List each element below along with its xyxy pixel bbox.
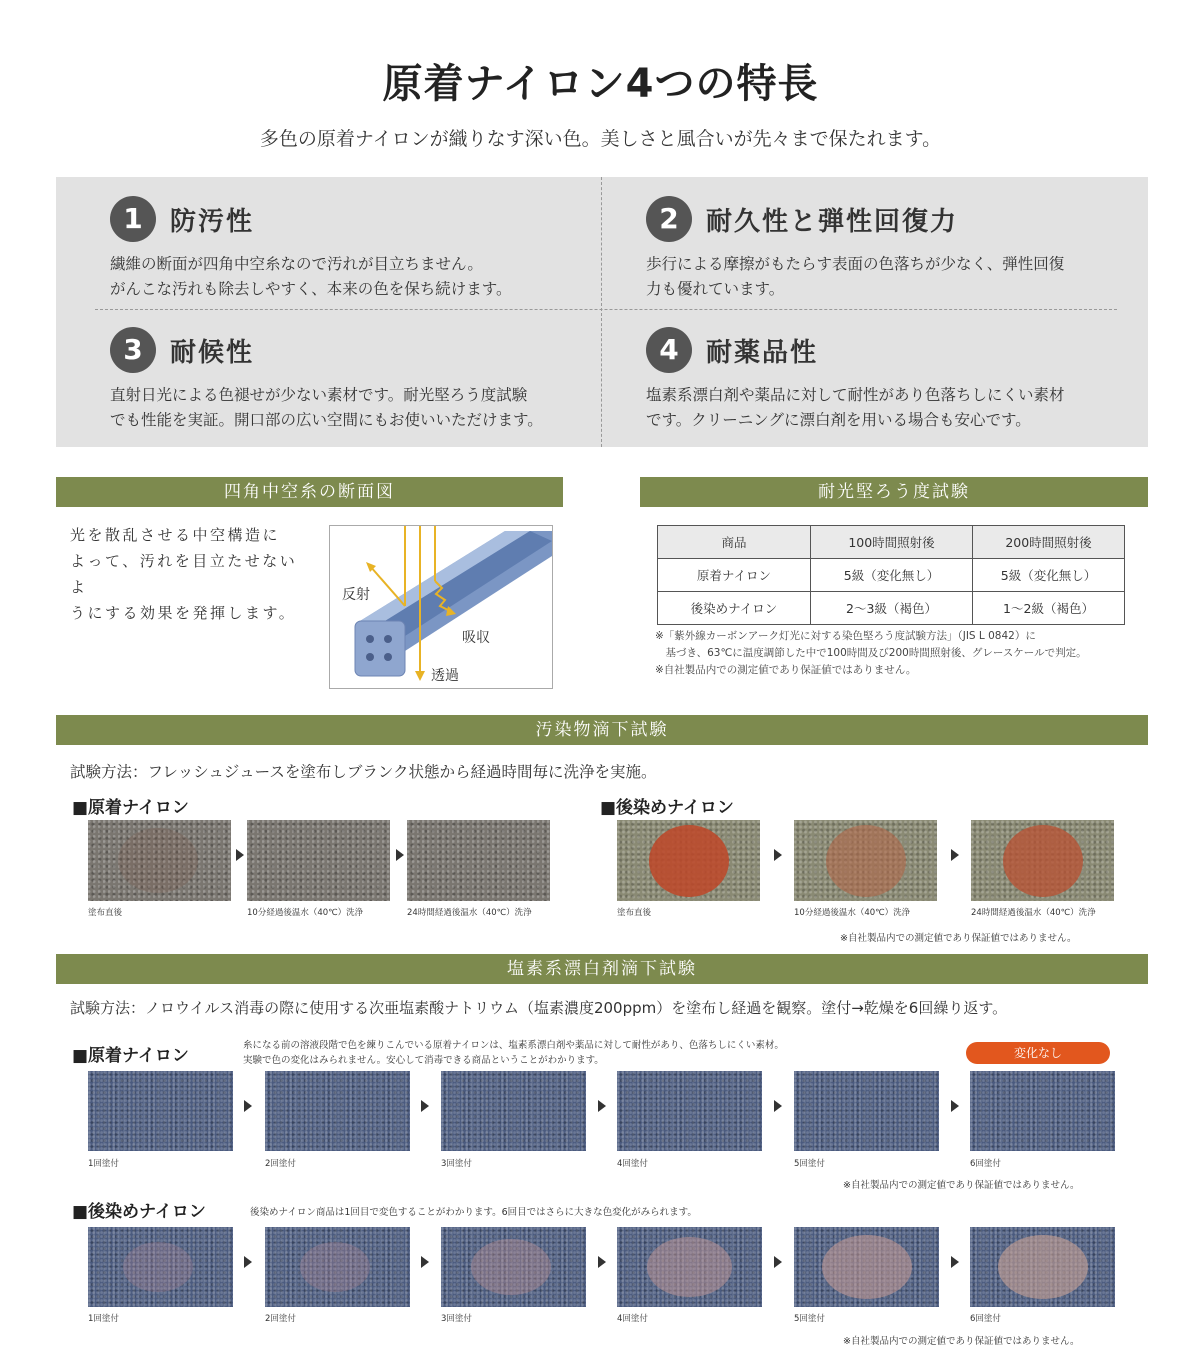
bleach-note-1: ※自社製品内での測定値であり保証値ではありません。 (843, 1180, 1080, 1191)
stain-left-title: ■原着ナイロン (72, 798, 189, 818)
bleach-post-title: ■後染めナイロン (72, 1202, 206, 1222)
feature-body-line: 繊維の断面が四角中空糸なので汚れが目立ちません。 (110, 255, 483, 273)
feature-title: 耐久性と弾性回復力 (706, 206, 959, 237)
arrow-icon (951, 1256, 959, 1268)
arrow-icon (774, 1100, 782, 1112)
bleach-dyed-desc (243, 1038, 784, 1068)
fiber-illustration (330, 526, 552, 688)
stain-swatch-dyed-1 (88, 820, 231, 901)
feature-4 (646, 327, 1126, 433)
stain-caption: 塗布直後 (617, 908, 652, 918)
features-divider-vertical (601, 177, 602, 447)
bleach-post-swatch-2 (265, 1227, 410, 1307)
feature-3 (110, 327, 590, 433)
table-header-cell: 200時間照射後 (973, 526, 1125, 559)
table-cell: 後染めナイロン (658, 592, 811, 625)
bleach-post-desc: 後染めナイロン商品は1回目で変色することがわかります。6回目ではさらに大きな色変化がみられます。 (250, 1207, 697, 1218)
feature-number: 3 (110, 327, 156, 373)
bleach-caption: 4回塗付 (617, 1159, 648, 1169)
bleach-dyed-swatch-6 (970, 1071, 1115, 1151)
bleach-dyed-swatch-3 (441, 1071, 586, 1151)
stain-swatch-post-1 (617, 820, 760, 901)
table-header-cell: 商品 (658, 526, 811, 559)
feature-title: 耐候性 (170, 337, 255, 368)
bleach-caption: 1回塗付 (88, 1314, 119, 1324)
feature-title: 耐薬品性 (706, 337, 819, 368)
arrow-icon (598, 1100, 606, 1112)
arrow-icon (774, 1256, 782, 1268)
feature-number: 2 (646, 196, 692, 242)
bleach-dyed-swatch-5 (794, 1071, 939, 1151)
no-change-badge: 変化なし (966, 1042, 1110, 1064)
desc-line: 実験で色の変化はみられません。安心して消毒できる商品ということがわかります。 (243, 1055, 604, 1066)
stain-test-method: 試験方法：フレッシュジュースを塗布しブランク状態から経過時間毎に洗浄を実施。 (70, 763, 657, 781)
table-cell: 5級（変化無し） (811, 559, 973, 592)
bleach-test-method: 試験方法：ノロウイルス消毒の際に使用する次亜塩素酸ナトリウム（塩素濃度200ppm）を塗布し経過を観察。塗付→乾燥を6回繰り返す。 (70, 999, 1008, 1017)
stain-test-heading: 汚染物滴下試験 (56, 715, 1148, 745)
stain-caption: 10分経過後温水（40℃）洗浄 (247, 908, 364, 918)
table-header-cell: 100時間照射後 (811, 526, 973, 559)
stain-caption: 24時間経過後温水（40℃）洗浄 (407, 908, 532, 918)
arrow-icon (236, 849, 244, 861)
table-header-row (658, 526, 1125, 559)
bleach-dyed-swatch-1 (88, 1071, 233, 1151)
feature-2 (646, 196, 1126, 302)
stain-caption: 10分経過後温水（40℃）洗浄 (794, 908, 911, 918)
page-title: 原着ナイロン4つの特長 (382, 61, 819, 107)
bleach-post-swatch-6 (970, 1227, 1115, 1307)
transmit-label: 透過 (431, 668, 459, 684)
arrow-icon (421, 1256, 429, 1268)
cross-section-text (70, 522, 310, 626)
feature-number: 4 (646, 327, 692, 373)
bleach-post-swatch-5 (794, 1227, 939, 1307)
arrow-icon (421, 1100, 429, 1112)
stain-swatch-post-2 (794, 820, 937, 901)
table-cell: 5級（変化無し） (973, 559, 1125, 592)
bleach-caption: 1回塗付 (88, 1159, 119, 1169)
note-line: ※「紫外線カーボンアーク灯光に対する染色堅ろう度試験方法」（JIS L 0842）に (655, 630, 1036, 642)
bleach-caption: 5回塗付 (794, 1159, 825, 1169)
feature-body (110, 383, 590, 433)
bleach-post-swatch-4 (617, 1227, 762, 1307)
stain-note: ※自社製品内での測定値であり保証値ではありません。 (840, 933, 1077, 944)
arrow-icon (774, 849, 782, 861)
note-line: 基づき、63℃に温度調節した中で100時間及び200時間照射後、グレースケールで判定。 (655, 647, 1087, 659)
bleach-caption: 2回塗付 (265, 1159, 296, 1169)
page-subtitle: 多色の原着ナイロンが織りなす深い色。美しさと風合いが先々まで保たれます。 (259, 128, 942, 150)
arrow-icon (951, 1100, 959, 1112)
arrow-icon (244, 1100, 252, 1112)
bleach-caption: 2回塗付 (265, 1314, 296, 1324)
stain-caption: 塗布直後 (88, 908, 123, 918)
cross-section-line: よって、汚れを目立たせないよ (70, 552, 298, 596)
arrow-icon (598, 1256, 606, 1268)
feature-body (646, 383, 1126, 433)
lightfastness-heading: 耐光堅ろう度試験 (640, 477, 1148, 507)
feature-body (110, 252, 590, 302)
arrow-icon (951, 849, 959, 861)
cross-section-heading: 四角中空糸の断面図 (56, 477, 563, 507)
cross-section-line: 光を散乱させる中空構造に (70, 526, 281, 544)
bleach-caption: 4回塗付 (617, 1314, 648, 1324)
table-cell: 2〜3級（褐色） (811, 592, 973, 625)
absorb-label: 吸収 (462, 630, 490, 646)
table-row (658, 592, 1125, 625)
reflect-label: 反射 (342, 587, 370, 603)
stain-right-title: ■後染めナイロン (600, 798, 734, 818)
arrow-icon (396, 849, 404, 861)
feature-1 (110, 196, 590, 302)
bleach-dyed-swatch-2 (265, 1071, 410, 1151)
feature-body (646, 252, 1126, 302)
cross-section-line: うにする効果を発揮します。 (70, 604, 297, 622)
bleach-caption: 3回塗付 (441, 1314, 472, 1324)
stain-caption: 24時間経過後温水（40℃）洗浄 (971, 908, 1096, 918)
feature-body-line: 力も優れています。 (646, 280, 785, 298)
stain-swatch-dyed-2 (247, 820, 390, 901)
note-line: ※自社製品内での測定値であり保証値ではありません。 (655, 664, 917, 676)
stain-swatch-dyed-3 (407, 820, 550, 901)
feature-body-line: でも性能を実証。開口部の広い空間にもお使いいただけます。 (110, 411, 543, 429)
table-cell: 原着ナイロン (658, 559, 811, 592)
arrow-icon (244, 1256, 252, 1268)
table-row (658, 559, 1125, 592)
features-divider-horizontal (95, 309, 1117, 310)
desc-line: 糸になる前の溶液段階で色を練りこんでいる原着ナイロンは、塩素系漂白剤や薬品に対して耐性があり、色落ちしにくい素材。 (243, 1040, 784, 1051)
feature-body-line: 歩行による摩擦がもたらす表面の色落ちが少なく、弾性回復 (646, 255, 1065, 273)
feature-body-line: 直射日光による色褪せが少ない素材です。耐光堅ろう度試験 (110, 386, 528, 404)
feature-body-line: 塩素系漂白剤や薬品に対して耐性があり色落ちしにくい素材 (646, 386, 1065, 404)
bleach-caption: 6回塗付 (970, 1159, 1001, 1169)
bleach-caption: 3回塗付 (441, 1159, 472, 1169)
bleach-dyed-title: ■原着ナイロン (72, 1046, 189, 1066)
bleach-dyed-swatch-4 (617, 1071, 762, 1151)
cross-section-diagram (329, 525, 553, 689)
lightfastness-table (657, 525, 1125, 625)
feature-body-line: がんこな汚れも除去しやすく、本来の色を保ち続けます。 (110, 280, 512, 298)
feature-number: 1 (110, 196, 156, 242)
bleach-test-heading: 塩素系漂白剤滴下試験 (56, 954, 1148, 984)
bleach-post-swatch-3 (441, 1227, 586, 1307)
bleach-post-swatch-1 (88, 1227, 233, 1307)
bleach-caption: 5回塗付 (794, 1314, 825, 1324)
stain-swatch-post-3 (971, 820, 1114, 901)
lightfastness-notes (655, 628, 1087, 679)
bleach-note-2: ※自社製品内での測定値であり保証値ではありません。 (843, 1336, 1080, 1347)
table-cell: 1〜2級（褐色） (973, 592, 1125, 625)
bleach-caption: 6回塗付 (970, 1314, 1001, 1324)
feature-body-line: です。クリーニングに漂白剤を用いる場合も安心です。 (646, 411, 1031, 429)
feature-title: 防汚性 (170, 206, 255, 237)
